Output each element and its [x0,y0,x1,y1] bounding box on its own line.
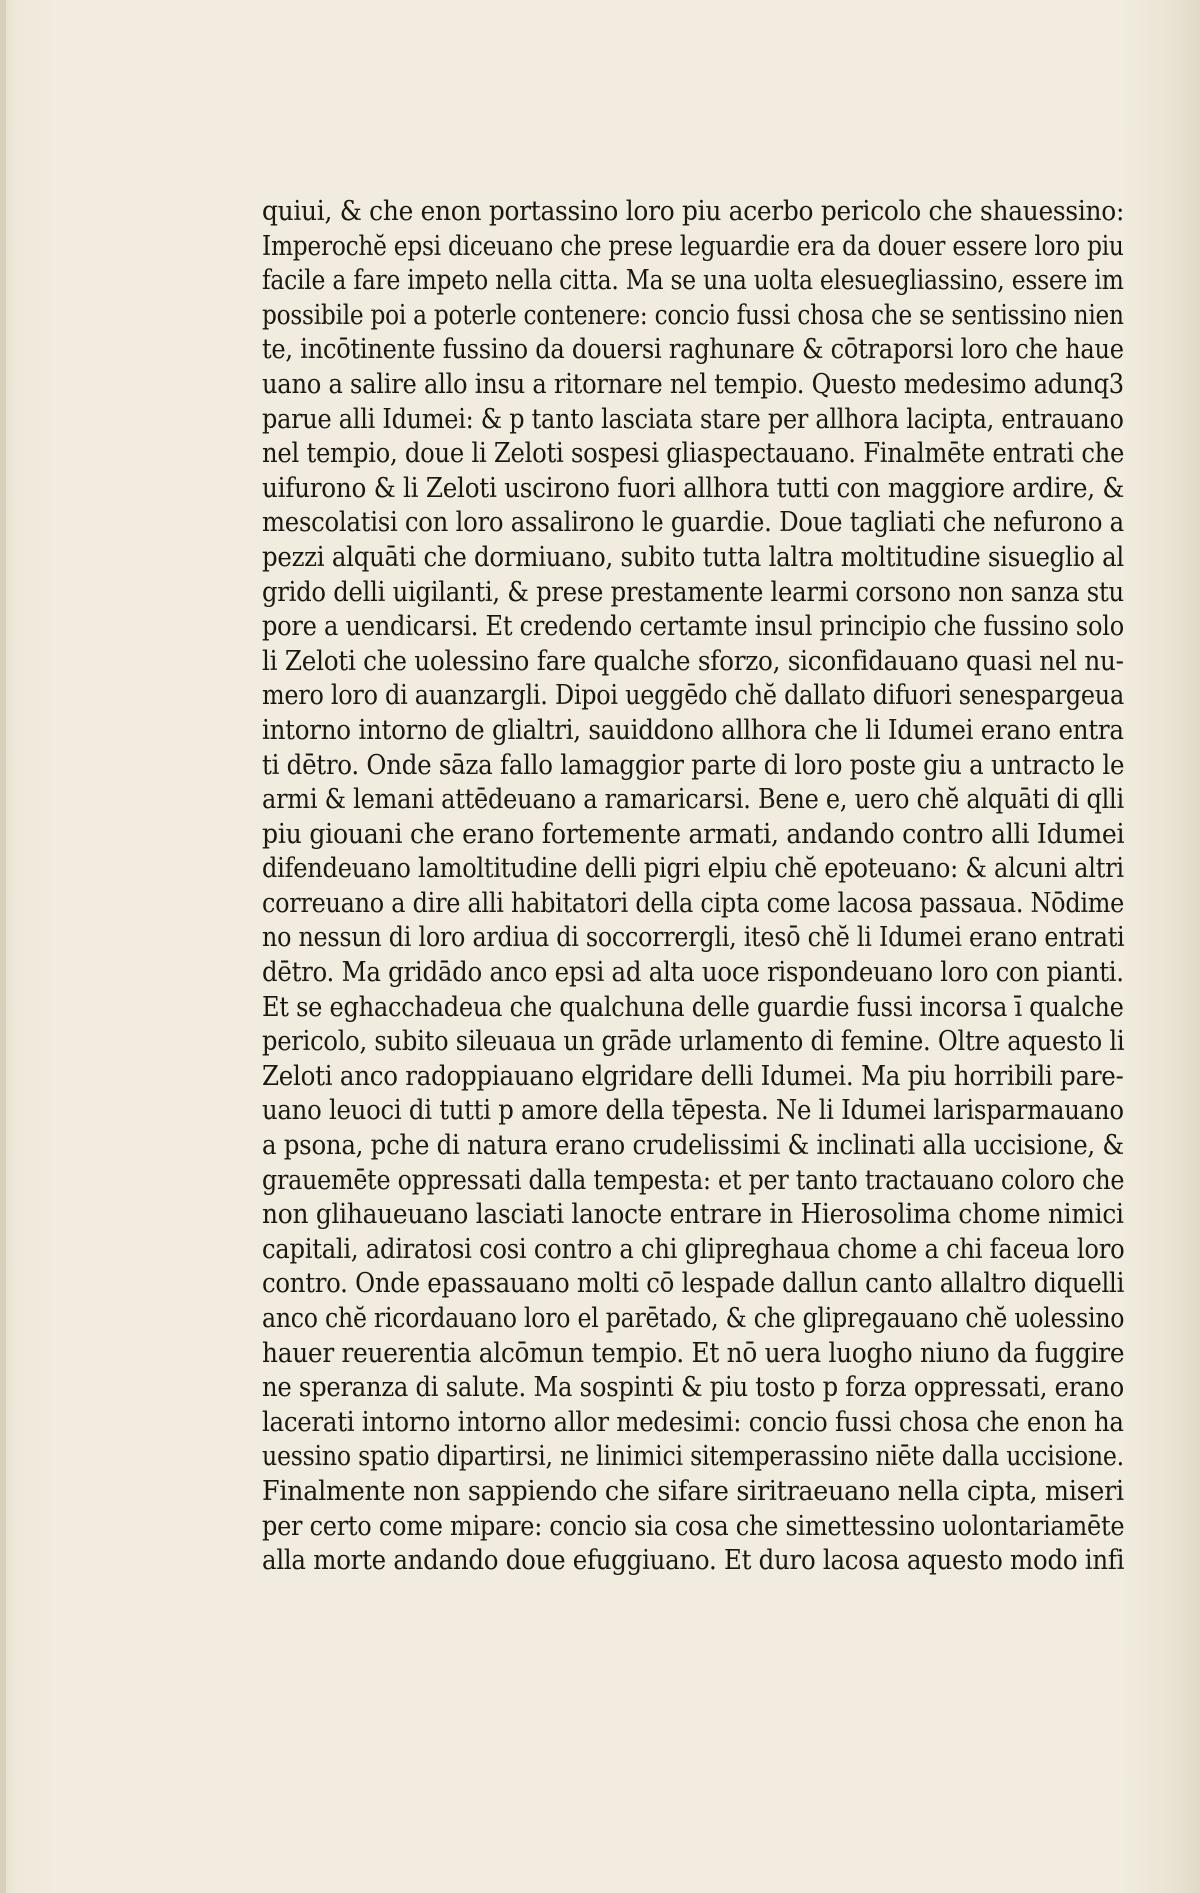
text-line: alla morte andando doue efuggiuano. Et duro lacosa aquesto modo infi [262,1544,1125,1577]
text-line: te, incōtinente fussino da douersi raghunare & cōtraporsi loro che haue [262,333,1124,366]
text-line: uano leuoci di tutti p amore della tēpesta. Ne li Idumei larisparmauano [262,1094,1124,1127]
text-column [262,194,1124,1578]
text-line: possibile poi a poterle contenere: concio fussi chosa che se sentissino nien [262,298,1124,331]
text-line: ne speranza di salute. Ma sospinti & piu tosto p forza oppressati, erano [262,1371,1124,1404]
text-line: mescolatisi con loro assalirono le guardie. Doue tagliati che nefurono a [262,506,1124,539]
text-line: Zeloti anco radoppiauano elgridare delli Idumei. Ma piu horribili pare- [262,1059,1124,1092]
text-line: difendeuano lamoltitudine delli pigri elpiu chĕ epoteuano: & alcuni altri [262,852,1124,885]
text-line: ti dētro. Onde sāza fallo lamaggior parte di loro poste giu a untracto le [262,748,1125,781]
text-line: uessino spatio dipartirsi, ne linimici sitemperassino niēte dalla uccisione. [262,1440,1124,1473]
text-line: lacerati intorno intorno allor medesimi: concio fussi chosa che enon ha [262,1405,1124,1438]
text-line: facile a fare impeto nella citta. Ma se una uolta elesuegliassino, essere im [262,264,1124,297]
text-line: correuano a dire alli habitatori della cipta come lacosa passaua. Nōdime [262,886,1125,919]
text-line: non glihaueuano lasciati lanocte entrare in Hierosolima chome nimici [262,1198,1124,1231]
text-line: uano a salire allo insu a ritornare nel tempio. Questo medesimo adunq3 [262,367,1124,400]
text-line: anco chĕ ricordauano loro el parētado, & che glipregauano chĕ uolessino [262,1302,1125,1334]
text-line: pericolo, subito sileuaua un grāde urlamento di femine. Oltre aquesto li [262,1025,1125,1058]
page-edge [0,0,6,1893]
text-line: li Zeloti che uolessino fare qualche sforzo, siconfidauano quasi nel nu- [262,644,1124,677]
text-line: intorno intorno de glialtri, sauiddono allhora che li Idumei erano entra [262,713,1124,746]
text-line: mero loro di auanzargli. Dipoi ueggēdo chĕ dallato difuori senespargeua [262,679,1124,712]
text-line: Imperochĕ epsi diceuano che prese leguardie era da douer essere loro piu [262,229,1124,262]
text-line: dētro. Ma gridādo anco epsi ad alta uoce rispondeuano loro con pianti. [262,956,1124,989]
text-line: pore a uendicarsi. Et credendo certamte insul principio che fussino solo [262,610,1124,643]
text-line: Finalmente non sappiendo che sifare siritraeuano nella cipta, miseri [262,1474,1124,1507]
text-line: nel tempio, doue li Zeloti sospesi gliaspectauano. Finalmēte entrati che [262,437,1125,470]
text-line: no nessun di loro ardiua di soccorrergli, itesō chĕ li Idumei erano entrati [262,921,1125,954]
text-line: contro. Onde epassauano molti cō lespade dallun canto allaltro diquelli [262,1267,1125,1300]
text-line: capitali, adiratosi cosi contro a chi glipreghaua chome a chi faceua loro [262,1232,1125,1265]
text-line: Et se eghacchadeua che qualchuna delle guardie fussi incorsa ī qualche [262,990,1124,1023]
text-line: per certo come mipare: concio sia cosa che simettessino uolontariamēte [262,1509,1125,1542]
text-line: parue alli Idumei: & p tanto lasciata stare per allhora lacipta, entrauano [262,402,1124,435]
text-line: armi & lemani attēdeuano a ramaricarsi. Bene e, uero chĕ alquāti di qlli [262,783,1124,816]
text-line: a psona, pche di natura erano crudelissimi & inclinati alla uccisione, & [262,1129,1124,1162]
text-line: quiui, & che enon portassino loro piu acerbo pericolo che shauessino: [262,195,1125,227]
text-line: hauer reuerentia alcōmun tempio. Et nō uera luogho niuno da fuggire [262,1336,1125,1369]
text-line: pezzi alquāti che dormiuano, subito tutta laltra moltitudine sisueglio al [262,540,1124,573]
text-line: grauemēte oppressati dalla tempesta: et per tanto tractauano coloro che [262,1163,1125,1196]
text-line: uifurono & li Zeloti uscirono fuori allhora tutti con maggiore ardire, & [262,471,1125,504]
text-line: grido delli uigilanti, & prese prestamente learmi corsono non sanza stu [262,575,1124,608]
text-line: piu giouani che erano fortemente armati, andando contro alli Idumei [262,817,1125,850]
